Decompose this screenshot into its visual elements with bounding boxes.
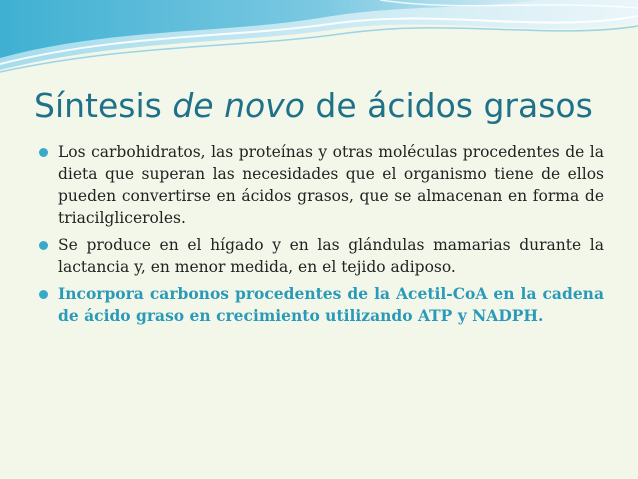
bullet-item [36,234,604,278]
bullet-dot-icon [39,241,48,250]
bullet-dot-icon [39,290,48,299]
title-text: Síntesis [34,86,173,125]
bullet-dot-icon [39,148,48,157]
bullet-text: Incorpora carbonos procedentes de la Acetil-CoA en la cadena de ácido graso en crecimiento utilizando ATP y NADPH. [58,284,604,325]
title-text-end: de ácidos grasos [304,86,593,125]
bullet-item [36,141,604,229]
bullet-list [36,141,604,332]
slide-title [34,86,624,126]
bullet-item-emphasized [36,283,604,327]
bullet-text: Se produce en el hígado y en las glándulas mamarias durante la lactancia y, en menor medida, en el tejido adiposo. [58,236,604,276]
header-wave-decoration [0,0,638,80]
bullet-text: Los carbohidratos, las proteínas y otras moléculas procedentes de la dieta que superan las necesidades que el organismo tiene de ellos pueden convertirse en ácidos grasos, que se almacenan en forma de triacilgliceroles. [58,143,604,227]
title-italic-text: de novo [172,86,305,125]
